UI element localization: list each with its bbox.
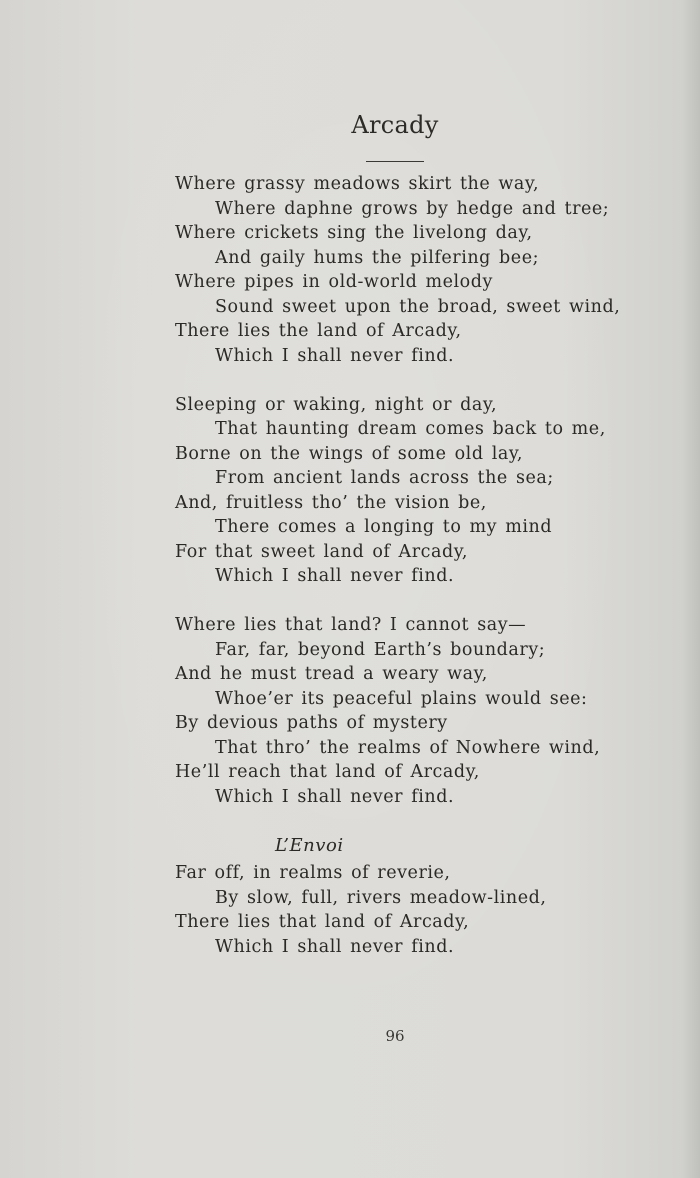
poem-line: Which I shall never find. [215,786,455,807]
poem-line: Borne on the wings of some old lay, [175,443,524,464]
poem-line: Where lies that land? I cannot say— [175,615,527,635]
poem-line: Where crickets sing the livelong day, [175,223,533,243]
stanza-3 [175,613,615,809]
page-edge-shadow [682,0,700,1178]
poem-line: Whoe’er its peaceful plains would see: [215,688,588,709]
poem-line: Far off, in realms of reverie, [175,863,451,883]
poem-line: And, fruitless tho’ the vision be, [175,492,487,513]
poem-line: From ancient lands across the sea; [215,468,554,488]
poem-line: That haunting dream comes back to me, [215,419,606,439]
poem-line: Where grassy meadows skirt the way, [175,174,540,194]
poem-line: That thro’ the realms of Nowhere wind, [215,737,601,758]
poem-line: Far, far, beyond Earth’s boundary; [215,639,546,660]
poem-title: Arcady [351,111,439,139]
envoi-stanza [175,861,615,959]
poem-line: Which I shall never find. [215,345,455,366]
poem-line: And he must tread a weary way, [175,664,488,684]
poem-line: For that sweet land of Arcady, [175,541,468,562]
page-number: 96 [385,1027,405,1045]
poem-body [175,172,621,984]
poem-line: Where daphne grows by hedge and tree; [215,198,610,219]
poem-line: There comes a longing to my mind [215,517,553,537]
title-divider [366,161,424,162]
poem-line: Where pipes in old-world melody [175,272,493,292]
poem-line: Sleeping or waking, night or day, [175,394,498,415]
poem-line: There lies that land of Arcady, [175,912,470,932]
poem-line: There lies the land of Arcady, [175,321,462,341]
poem-line: And gaily hums the pilfering bee; [215,247,540,268]
poem-line: Which I shall never find. [215,566,455,586]
stanza-2 [175,393,615,589]
poem-line: Sound sweet upon the broad, sweet wind, [215,296,621,317]
envoi-heading: L’Envoi [275,834,344,856]
poem-line: He’ll reach that land of Arcady, [175,762,480,782]
poem-line: By slow, full, rivers meadow-lined, [215,887,547,908]
poem-line: By devious paths of mystery [175,713,448,733]
stanza-1 [175,172,621,368]
poem-line: Which I shall never find. [215,936,455,957]
